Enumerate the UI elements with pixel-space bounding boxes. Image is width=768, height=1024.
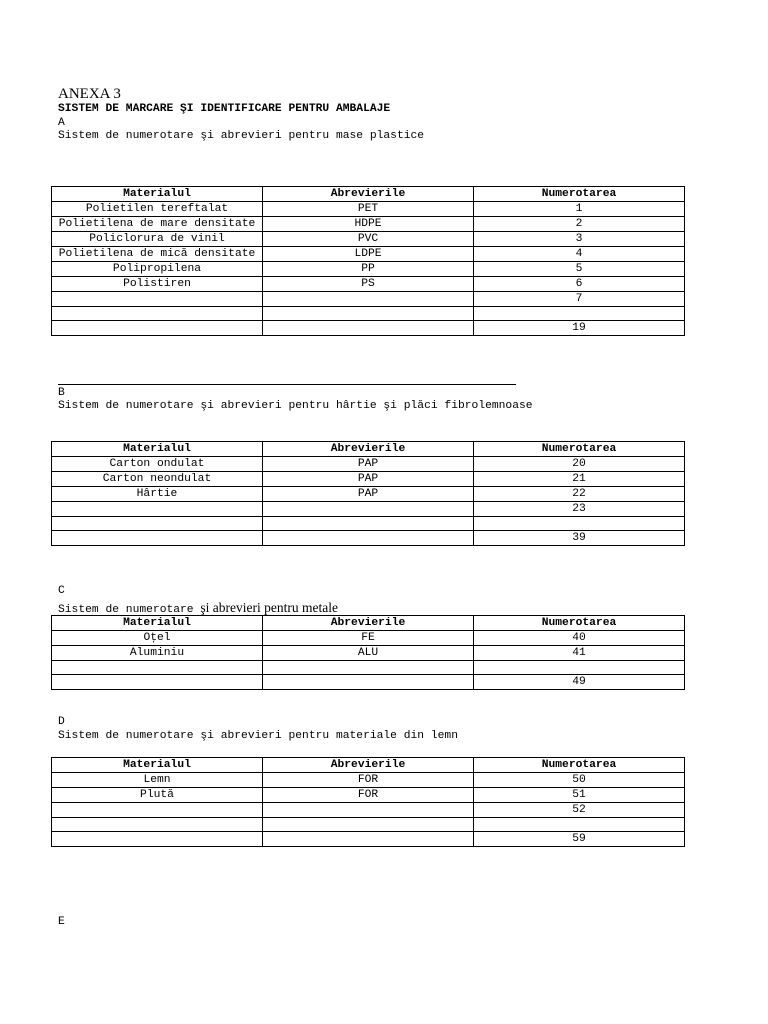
cell-number: 59 <box>474 832 685 847</box>
cell-abbreviation <box>263 661 474 675</box>
cell-abbreviation: HDPE <box>263 217 474 232</box>
section-c-description-prefix: Sistem de numerotare <box>58 604 201 616</box>
table-row <box>52 773 685 788</box>
cell-number: 52 <box>474 803 685 818</box>
cell-material: Polipropilena <box>52 262 263 277</box>
cell-material: Hârtie <box>52 487 263 502</box>
document-subtitle: SISTEM DE MARCARE ŞI IDENTIFICARE PENTRU AMBALAJE <box>58 103 391 115</box>
cell-number <box>474 818 685 832</box>
column-header-abbreviation: Abrevierile <box>263 616 474 631</box>
annex-title: ANEXA 3 <box>58 86 121 102</box>
section-d-letter: D <box>58 716 65 728</box>
table-row <box>52 675 685 690</box>
cell-material: Aluminiu <box>52 646 263 661</box>
cell-material <box>52 502 263 517</box>
cell-abbreviation <box>263 832 474 847</box>
cell-abbreviation: PVC <box>263 232 474 247</box>
column-header-abbreviation: Abrevierile <box>263 442 474 457</box>
cell-material <box>52 832 263 847</box>
cell-abbreviation <box>263 675 474 690</box>
section-c-table <box>51 615 685 690</box>
table-row <box>52 247 685 262</box>
cell-material: Polietilena de mare densitate <box>52 217 263 232</box>
table-header-row <box>52 187 685 202</box>
cell-number: 22 <box>474 487 685 502</box>
column-header-material: Materialul <box>52 758 263 773</box>
cell-material: Lemn <box>52 773 263 788</box>
cell-abbreviation: FE <box>263 631 474 646</box>
cell-material <box>52 661 263 675</box>
section-divider-line <box>58 384 516 385</box>
cell-material: Polietilena de mică densitate <box>52 247 263 262</box>
cell-number <box>474 517 685 531</box>
cell-number: 4 <box>474 247 685 262</box>
cell-material: Oţel <box>52 631 263 646</box>
cell-number: 40 <box>474 631 685 646</box>
cell-material: Carton ondulat <box>52 457 263 472</box>
cell-material: Policlorura de vinil <box>52 232 263 247</box>
cell-material: Carton neondulat <box>52 472 263 487</box>
cell-material <box>52 321 263 336</box>
section-a-letter: A <box>58 117 65 129</box>
table-row <box>52 646 685 661</box>
cell-number: 41 <box>474 646 685 661</box>
cell-number: 3 <box>474 232 685 247</box>
cell-number: 23 <box>474 502 685 517</box>
table-row <box>52 307 685 321</box>
cell-number: 21 <box>474 472 685 487</box>
table-row <box>52 292 685 307</box>
table-row <box>52 803 685 818</box>
column-header-number: Numerotarea <box>474 616 685 631</box>
column-header-number: Numerotarea <box>474 758 685 773</box>
cell-number <box>474 661 685 675</box>
cell-number: 49 <box>474 675 685 690</box>
column-header-material: Materialul <box>52 616 263 631</box>
section-b-description: Sistem de numerotare şi abrevieri pentru hârtie şi plăci fibrolemnoase <box>58 400 533 412</box>
section-b-table <box>51 441 685 546</box>
section-d-table <box>51 757 685 847</box>
cell-abbreviation <box>263 818 474 832</box>
table-row <box>52 217 685 232</box>
column-header-abbreviation: Abrevierile <box>263 187 474 202</box>
cell-abbreviation <box>263 307 474 321</box>
cell-abbreviation: PAP <box>263 472 474 487</box>
section-c-letter: C <box>58 585 65 597</box>
cell-material: Polistiren <box>52 277 263 292</box>
cell-abbreviation: FOR <box>263 773 474 788</box>
cell-material <box>52 307 263 321</box>
cell-abbreviation: PAP <box>263 487 474 502</box>
cell-abbreviation <box>263 321 474 336</box>
cell-material <box>52 675 263 690</box>
cell-abbreviation <box>263 502 474 517</box>
cell-number: 20 <box>474 457 685 472</box>
table-row <box>52 832 685 847</box>
table-row <box>52 502 685 517</box>
cell-number: 2 <box>474 217 685 232</box>
cell-abbreviation <box>263 531 474 546</box>
table-row <box>52 321 685 336</box>
cell-material: Plută <box>52 788 263 803</box>
table-row <box>52 531 685 546</box>
cell-abbreviation <box>263 517 474 531</box>
cell-abbreviation <box>263 292 474 307</box>
table-row <box>52 487 685 502</box>
cell-abbreviation: PP <box>263 262 474 277</box>
section-a-table <box>51 186 685 336</box>
column-header-material: Materialul <box>52 187 263 202</box>
cell-material <box>52 517 263 531</box>
table-row <box>52 788 685 803</box>
table-row <box>52 661 685 675</box>
cell-abbreviation: PS <box>263 277 474 292</box>
table-row <box>52 277 685 292</box>
table-row <box>52 262 685 277</box>
table-row <box>52 472 685 487</box>
cell-number: 5 <box>474 262 685 277</box>
cell-material <box>52 803 263 818</box>
cell-number: 19 <box>474 321 685 336</box>
cell-material <box>52 818 263 832</box>
cell-number: 1 <box>474 202 685 217</box>
cell-number <box>474 307 685 321</box>
section-d-description: Sistem de numerotare şi abrevieri pentru materiale din lemn <box>58 730 458 742</box>
cell-number: 51 <box>474 788 685 803</box>
table-row <box>52 818 685 832</box>
cell-abbreviation: ALU <box>263 646 474 661</box>
table-row <box>52 517 685 531</box>
column-header-abbreviation: Abrevierile <box>263 758 474 773</box>
column-header-material: Materialul <box>52 442 263 457</box>
cell-number: 7 <box>474 292 685 307</box>
table-row <box>52 631 685 646</box>
cell-number: 39 <box>474 531 685 546</box>
table-row <box>52 232 685 247</box>
section-e-letter: E <box>58 916 65 928</box>
table-row <box>52 202 685 217</box>
table-header-row <box>52 758 685 773</box>
cell-abbreviation: PET <box>263 202 474 217</box>
section-a-description: Sistem de numerotare şi abrevieri pentru mase plastice <box>58 130 425 142</box>
cell-material: Polietilen tereftalat <box>52 202 263 217</box>
section-c-description-suffix: şi abrevieri pentru metale <box>200 600 338 615</box>
table-header-row <box>52 442 685 457</box>
table-header-row <box>52 616 685 631</box>
cell-material <box>52 531 263 546</box>
column-header-number: Numerotarea <box>474 187 685 202</box>
cell-abbreviation: FOR <box>263 788 474 803</box>
column-header-number: Numerotarea <box>474 442 685 457</box>
cell-abbreviation <box>263 803 474 818</box>
cell-number: 6 <box>474 277 685 292</box>
section-b-letter: B <box>58 387 65 399</box>
cell-abbreviation: PAP <box>263 457 474 472</box>
cell-number: 50 <box>474 773 685 788</box>
cell-material <box>52 292 263 307</box>
table-row <box>52 457 685 472</box>
cell-abbreviation: LDPE <box>263 247 474 262</box>
